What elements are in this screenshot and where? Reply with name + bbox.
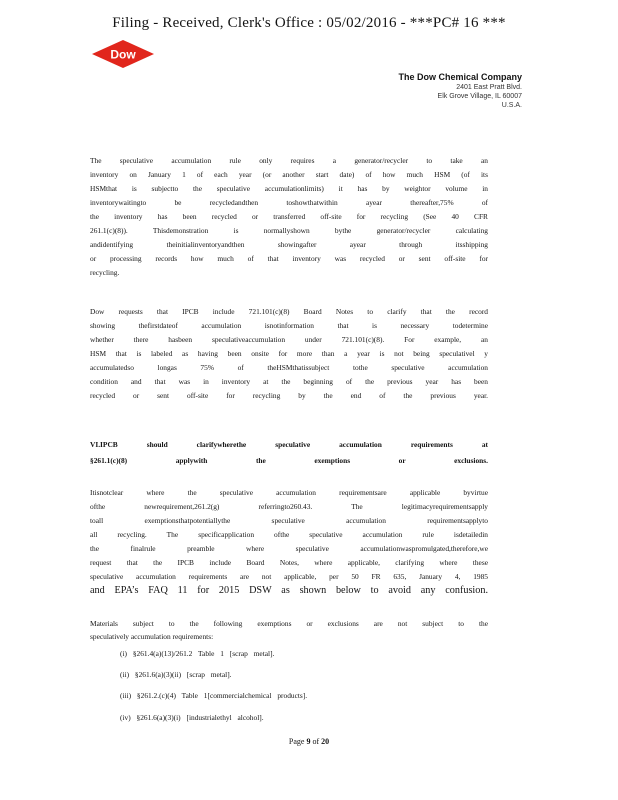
text-line: Itisnotclear where the speculative accumulation requirementsare applicable byvirtue — [90, 488, 488, 497]
text-line: ofthe newrequirement,261.2(g) referringto260.43. The legitimacyrequirementsapply — [90, 502, 488, 511]
text-line: Materials subject to the following exemptions or exclusions are not subject to the — [90, 619, 488, 628]
text-line: all recycling. The specificapplication ofthe speculative accumulation rule isdetailedin — [90, 530, 488, 539]
text-line: or processing records how much of that inventory was recycled or sent off-site for — [90, 254, 488, 263]
company-name: The Dow Chemical Company — [398, 72, 522, 82]
text-line: The speculative accumulation rule only requires a generator/recycler to take an — [90, 156, 488, 165]
text-line: Dow requests that IPCB include 721.101(c)(8) Board Notes to clarify that the record — [90, 307, 488, 316]
text-line: toall exemptionsthatpotentiallythe speculative accumulation requirementsapplyto — [90, 516, 488, 525]
svg-text:Dow: Dow — [110, 47, 136, 62]
text-line: condition and that was in inventory at the beginning of the previous year has been — [90, 377, 488, 386]
list-item: (iv) §261.6(a)(3)(i) [industrialethyl alcohol]. — [120, 713, 264, 722]
text-line: request that the IPCB include Board Notes, where applicable, clarifying where these — [90, 558, 488, 567]
text-line: andidentifying theinitialinventoryandthen showingafter ayear through itsshipping — [90, 240, 488, 249]
heading-line: VI.IPCB should clarifywherethe speculative accumulation requirements at — [90, 440, 488, 449]
text-line: 261.1(c)(8)). Thisdemonstration is normallyshown bythe generator/recycler calculating — [90, 226, 488, 235]
company-address — [398, 72, 522, 110]
text-line: HSM that is labeled as having been onsite for more than a year is not being speculativel y — [90, 349, 488, 358]
text-line: speculative accumulation requirements are not applicable, per 50 FR 635, January 4, 1985 — [90, 572, 488, 581]
text-line: the finalrule preamble where speculative accumulationwaspromulgated,therefore,we — [90, 544, 488, 553]
address-line: U.S.A. — [501, 102, 522, 109]
text-line: the inventory has been recycled or transferred off-site for recycling (See 40 CFR — [90, 212, 488, 221]
dow-logo — [90, 38, 156, 70]
page-footer — [0, 737, 618, 746]
text-line: and EPA’s FAQ 11 for 2015 DSW as shown below to avoid any confusion. — [90, 585, 488, 596]
text-line: accumulatedso longas 75% of theHSMthatissubject tothe speculative accumulation — [90, 363, 488, 372]
text-line: whether there hasbeen speculativeaccumulation under 721.101(c)(8). For example, an — [90, 335, 488, 344]
text-line: speculatively accumulation requirements: — [90, 632, 214, 641]
text-line: HSMthat is subjectto the speculative accumulationlimits) it has by weightor volume in — [90, 184, 488, 193]
text-line: showing thefirstdateof accumulation isnotinformation that is necessary todetermine — [90, 321, 488, 330]
page-total: 20 — [321, 737, 330, 746]
page-label: Page — [288, 737, 305, 746]
heading-line: §261.1(c)(8) applywith the exemptions or exclusions. — [90, 456, 488, 465]
text-line: recycling. — [90, 268, 120, 277]
list-item: (ii) §261.6(a)(3)(ii) [scrap metal]. — [120, 670, 232, 679]
text-line: inventorywaitingto be recycledandthen toshowthatwithin ayear thereafter,75% of — [90, 198, 488, 207]
list-item: (iii) §261.2.(c)(4) Table 1[commercialchemical products]. — [120, 691, 308, 700]
filing-stamp: Filing - Received, Clerk's Office : 05/02/2016 - ***PC# 16 *** — [112, 15, 506, 31]
page-number: 9 — [306, 737, 311, 746]
address-line: Elk Grove Village, IL 60007 — [437, 93, 522, 100]
address-line: 2401 East Pratt Blvd. — [456, 84, 522, 91]
page-of: of — [312, 737, 320, 746]
list-item: (i) §261.4(a)(13)/261.2 Table 1 [scrap metal]. — [120, 649, 275, 658]
text-line: inventory on January 1 of each year (or another start date) of how much HSM (of its — [90, 170, 488, 179]
text-line: recycled or sent off-site for recycling by the end of the previous year. — [90, 391, 488, 400]
